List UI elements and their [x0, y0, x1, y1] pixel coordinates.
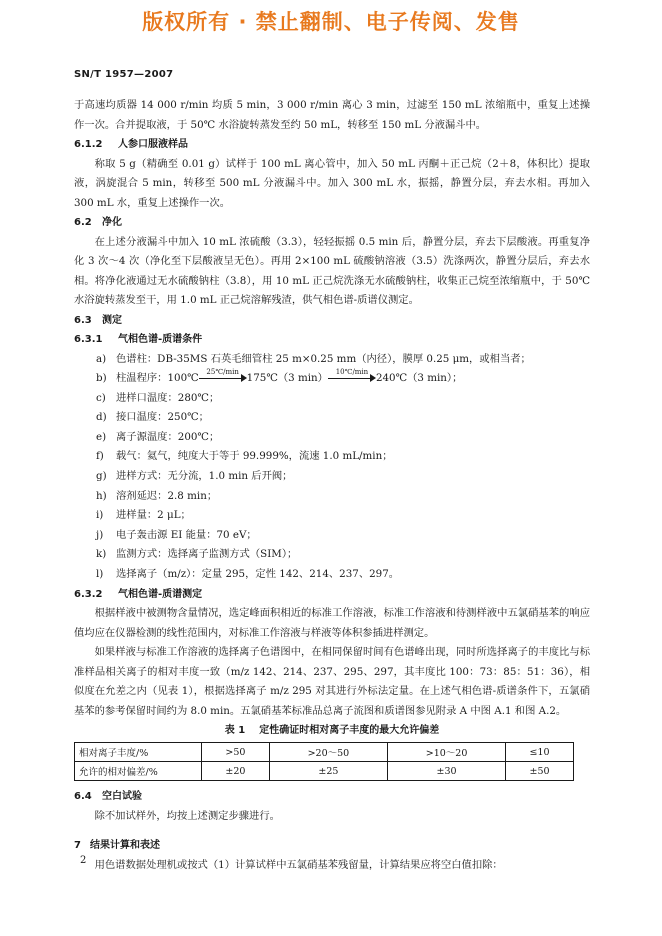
- oven-start: 柱温程序：100℃: [116, 372, 199, 385]
- table-number: 表 1: [224, 725, 246, 737]
- item-text: 载气：氦气，纯度大于等于 99.999%，流速 1.0 mL/min；: [116, 450, 393, 463]
- paragraph-6-1-2: 称取 5 g（精确至 0.01 g）试样于 100 mL 离心管中，加入 50 mL 丙酮＋正己烷（2＋8，体积比）提取液，涡旋混合 5 min，转移至 500 mL 分液漏斗中。加入 300 mL 水，振摇，静置分层，弃去水相。再加入 300 mL 水，重复上述操作一次。: [74, 157, 590, 209]
- item-label: h): [96, 489, 107, 502]
- row-header: 允许的相对偏差/%: [75, 762, 202, 781]
- heading-title: 气相色谱-质谱条件: [118, 334, 203, 345]
- arrow-shaft: [199, 378, 243, 379]
- heading-6-3-2: [74, 585, 590, 605]
- oven-program: [116, 368, 463, 385]
- table-cell: ±20: [202, 762, 270, 781]
- item-label: e): [96, 430, 107, 443]
- item-text: 接口温度：250℃；: [116, 411, 209, 424]
- item-text: 色谱柱：DB-35MS 石英毛细管柱 25 m×0.25 mm（内径），膜厚 0.25 μm，或相当者；: [116, 352, 531, 365]
- arrow-head-icon: [241, 374, 247, 382]
- row-header: 相对离子丰度/%: [75, 743, 202, 762]
- paragraph-6-3-2-b: 如果样液与标准工作溶液的选择离子色谱图中，在相同保留时间有色谱峰出现，同时所选择离子的丰度比与标准样品相关离子的相对丰度一致（m/z 142、214、237、295、297，其丰度比 100：73：85：51：36），相似度在允差之内（见表 1），根据选择离子 m/z 295 对其进行外标法定量。在上述气相色谱-质谱条件下，五氯硝基苯的参考保留时间约为 8.0 min。五氯硝基苯标准品总离子流图和质谱图参见附录 A 中图 A.1 和图 A.2。: [74, 646, 590, 717]
- item-label: c): [96, 391, 106, 404]
- ramp-arrow-2: [328, 368, 376, 384]
- condition-item: [74, 447, 590, 467]
- table-cell: >10～20: [387, 743, 505, 762]
- item-label: d): [96, 411, 107, 424]
- document-body: [74, 96, 590, 875]
- condition-item: [74, 526, 590, 546]
- item-label: k): [96, 548, 107, 561]
- table-cell: ≤10: [506, 743, 574, 762]
- condition-item: [74, 467, 590, 487]
- heading-6-4: [74, 787, 590, 807]
- heading-number: 6.3: [74, 314, 92, 326]
- heading-title: 气相色谱-质谱测定: [118, 588, 203, 600]
- table-row: [75, 762, 574, 781]
- item-text: 监测方式：选择离子监测方式（SIM）；: [116, 548, 298, 561]
- item-label: i): [96, 509, 104, 522]
- paragraph-6-4: 除不加试样外，均按上述测定步骤进行。: [94, 809, 280, 822]
- table-row: [75, 743, 574, 762]
- condition-item: [74, 565, 590, 585]
- condition-item: [74, 428, 590, 448]
- page-number: 2: [80, 855, 87, 866]
- paragraph-6-3-2-a: 根据样液中被测物含量情况，选定峰面积相近的标准工作溶液，标准工作溶液和待测样液中五氯硝基苯的响应值均应在仪器检测的线性范围内，对标准工作溶液与样液等体积参插进样测定。: [74, 607, 590, 639]
- item-text: 选择离子（m/z）：定量 295，定性 142、214、237、297。: [116, 568, 400, 581]
- item-text: 电子轰击源 EI 能量：70 eV；: [116, 528, 257, 541]
- heading-title: 人参口服液样品: [118, 139, 188, 150]
- heading-number: 7: [74, 840, 81, 852]
- heading-title: 净化: [102, 217, 122, 228]
- item-text: 离子源温度：200℃；: [116, 430, 220, 443]
- table-cell: ±25: [269, 762, 387, 781]
- heading-title: 结果计算和表述: [90, 840, 160, 852]
- paragraph-6-2: 在上述分液漏斗中加入 10 mL 浓硫酸（3.3），轻轻振摇 0.5 min 后，静置分层，弃去下层酸液。再重复净化 3 次～4 次（净化至下层酸液呈无色）。再用 2×100 mL 硫酸钠溶液（3.5）洗涤两次，静置分层后，弃去水相。将净化液通过无水硫酸钠柱（3.8），用 10 mL 正己烷洗涤无水硫酸钠柱，收集正己烷至浓缩瓶中，于 50℃ 水浴旋转蒸发至干，用 1.0 mL 正己烷溶解残渣，供气相色谱-质谱仪测定。: [74, 235, 590, 306]
- paragraph-continued: 于高速均质器 14 000 r/min 均质 5 min，3 000 r/min 离心 3 min，过滤至 150 mL 浓缩瓶中，重复上述操作一次。合并提取液，于 50℃ 水浴旋转蒸发至约 50 mL，转移至 150 mL 分液漏斗中。: [74, 99, 590, 131]
- table-caption: [74, 723, 590, 739]
- ramp-arrow-1: [199, 368, 247, 384]
- table-title: 定性确证时相对离子丰度的最大允许偏差: [259, 725, 440, 737]
- heading-7: [74, 836, 590, 856]
- oven-hold-2: 240℃（3 min）；: [375, 372, 463, 385]
- ramp-rate-1: 25℃/min: [206, 368, 239, 377]
- item-text: 溶剂延迟：2.8 min；: [116, 489, 218, 502]
- paragraph-7: 用色谱数据处理机或按式（1）计算试样中五氯硝基苯残留量，计算结果应将空白值扣除：: [94, 858, 503, 871]
- item-text: 进样量：2 μL；: [116, 509, 191, 522]
- condition-item: [74, 506, 590, 526]
- item-label: a): [96, 352, 107, 365]
- heading-6-3-1: [74, 330, 590, 350]
- item-label: j): [96, 528, 104, 541]
- condition-item-oven-program: [74, 369, 590, 389]
- copyright-watermark: 版权所有 · 禁止翻制、电子传阅、发售: [142, 10, 520, 34]
- table-cell: >20～50: [269, 743, 387, 762]
- condition-item: [74, 389, 590, 409]
- table-cell: ±30: [387, 762, 505, 781]
- table-cell: ±50: [506, 762, 574, 781]
- heading-number: 6.4: [74, 791, 92, 803]
- heading-number: 6.1.2: [74, 139, 103, 150]
- ion-abundance-table: [74, 742, 574, 781]
- heading-title: 空白试验: [102, 791, 142, 803]
- item-text: 进样口温度：280℃；: [116, 391, 220, 404]
- condition-item: [74, 408, 590, 428]
- standard-code: SN/T 1957—2007: [74, 69, 174, 80]
- arrow-shaft: [328, 378, 372, 379]
- heading-title: 测定: [102, 314, 122, 326]
- heading-number: 6.2: [74, 217, 92, 228]
- table-cell: >50: [202, 743, 270, 762]
- heading-6-2: [74, 213, 590, 233]
- item-text: 进样方式：无分流，1.0 min 后开阀；: [116, 470, 293, 483]
- item-label: l): [96, 568, 104, 581]
- condition-item: [74, 487, 590, 507]
- heading-number: 6.3.1: [74, 334, 103, 345]
- heading-6-1-2: [74, 135, 590, 155]
- item-label: f): [96, 450, 104, 463]
- arrow-head-icon: [370, 374, 376, 382]
- ramp-rate-2: 10℃/min: [335, 368, 369, 377]
- oven-hold-1: 175℃（3 min）: [246, 372, 328, 385]
- heading-6-3: [74, 311, 590, 331]
- item-label: g): [96, 470, 107, 483]
- item-label: b): [96, 372, 107, 385]
- condition-item: [74, 545, 590, 565]
- heading-number: 6.3.2: [74, 588, 103, 600]
